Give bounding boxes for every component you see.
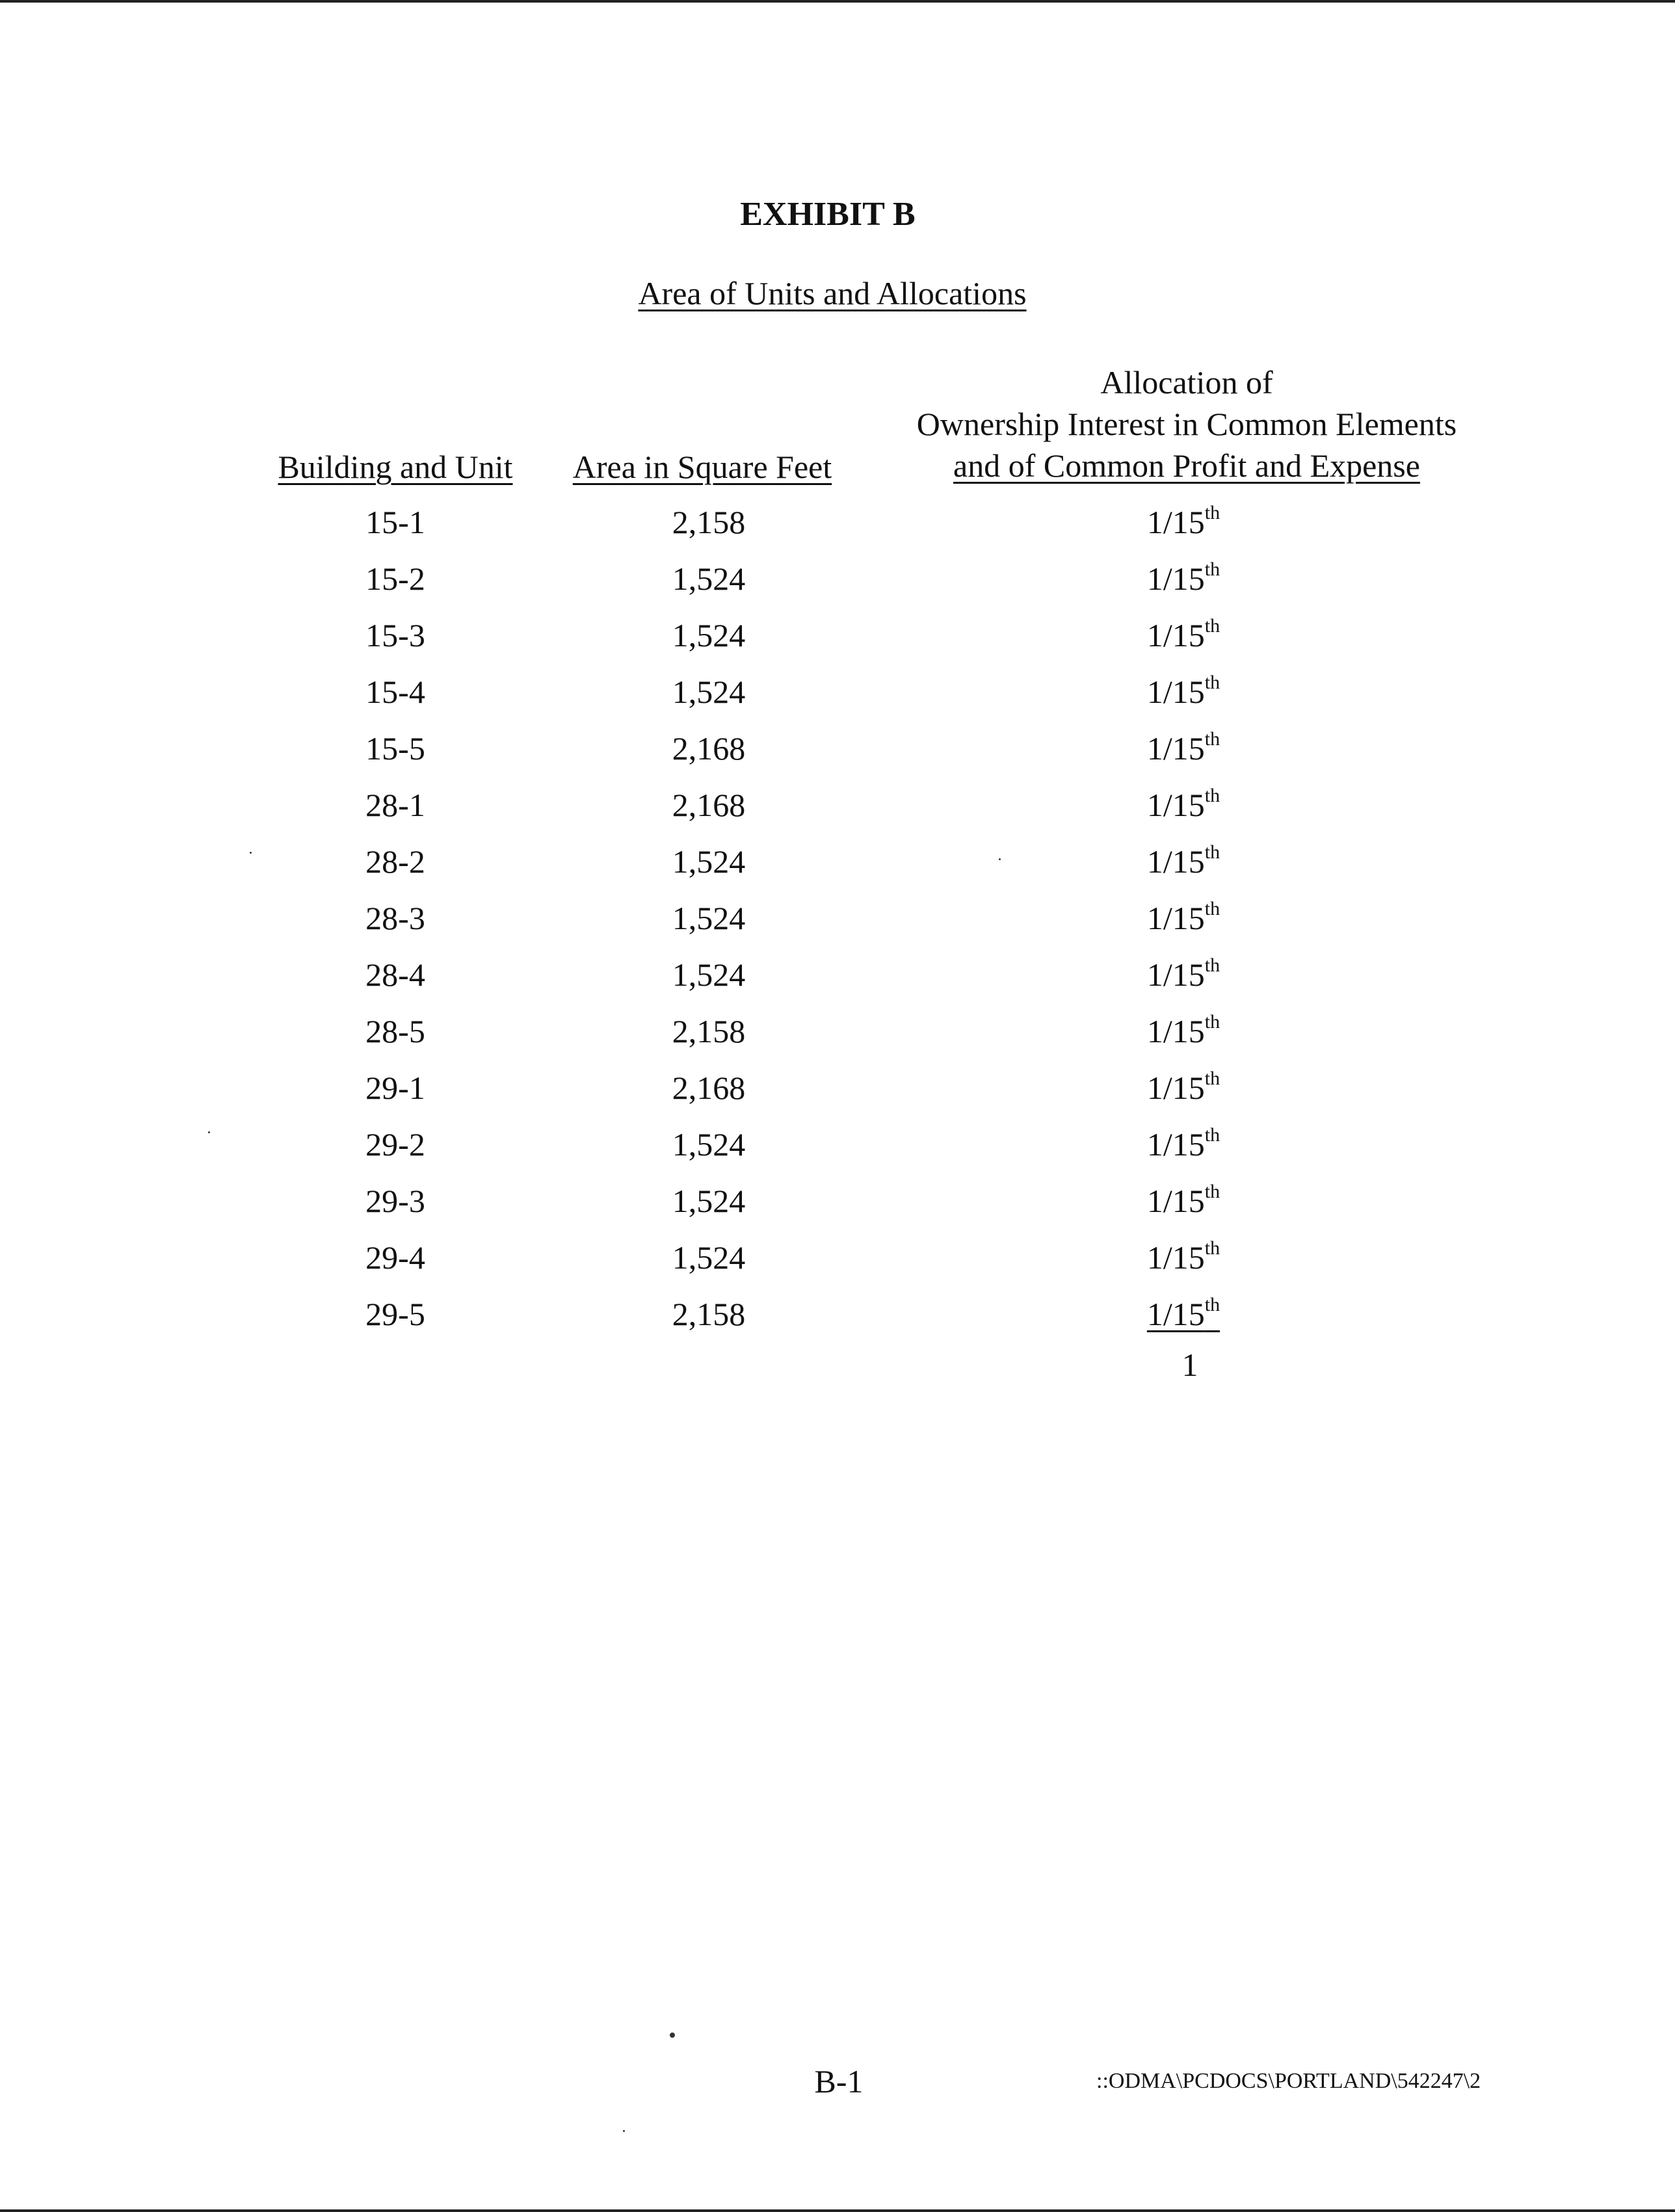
page-edge-bottom: [0, 2209, 1675, 2212]
allocation-ordinal-suffix: th: [1204, 615, 1220, 637]
header-allocation-line-3: and of Common Profit and Expense: [953, 447, 1420, 484]
allocation-ordinal-suffix: th: [1204, 1011, 1220, 1033]
allocation-cell: [1118, 1123, 1248, 1166]
allocation-fraction: 1/15: [1146, 504, 1205, 540]
table-row: [0, 1123, 1675, 1179]
table-row: [0, 1293, 1675, 1349]
allocation-cell: [1118, 840, 1248, 883]
allocation-fraction: 1/15: [1146, 956, 1205, 993]
allocation-fraction: 1/15: [1146, 1013, 1205, 1049]
allocation-value-wrap: [1147, 560, 1220, 597]
allocation-value-wrap: [1147, 900, 1220, 936]
header-building-and-unit: Building and Unit: [278, 449, 513, 485]
building-unit-cell: 29-1: [365, 1070, 425, 1106]
area-cell: 2,158: [672, 1296, 746, 1332]
allocation-fraction: 1/15: [1146, 674, 1205, 710]
area-cell: 2,158: [672, 1013, 746, 1049]
allocation-cell: [1118, 557, 1248, 600]
table-row: [0, 1010, 1675, 1066]
allocation-ordinal-suffix: th: [1204, 728, 1220, 750]
allocation-fraction: 1/15: [1146, 1183, 1205, 1219]
table-row: [0, 670, 1675, 727]
allocation-ordinal-suffix: th: [1204, 559, 1220, 580]
building-unit-cell: 15-1: [365, 504, 425, 540]
allocation-ordinal-suffix: th: [1204, 898, 1220, 919]
header-allocation-line-2: Ownership Interest in Common Elements: [916, 406, 1457, 442]
area-cell: 1,524: [672, 560, 746, 597]
building-unit-cell: 15-4: [365, 674, 425, 710]
table-row: [0, 840, 1675, 897]
building-unit-cell: 15-5: [365, 730, 425, 767]
header-allocation-line-1: Allocation of: [1100, 364, 1273, 401]
header-allocation: [878, 362, 1496, 486]
area-cell: 1,524: [672, 617, 746, 653]
allocation-value-wrap: [1147, 787, 1220, 823]
allocation-total: 1: [1181, 1347, 1198, 1383]
area-cell: 2,168: [672, 1070, 746, 1106]
scan-speck: [670, 2033, 675, 2038]
allocation-value-wrap: [1147, 730, 1220, 767]
allocation-cell: [1118, 614, 1248, 657]
allocation-ordinal-suffix: th: [1204, 502, 1220, 523]
building-unit-cell: 28-1: [365, 787, 425, 823]
area-cell: 1,524: [672, 1183, 746, 1219]
area-cell: 1,524: [672, 1126, 746, 1163]
allocation-ordinal-suffix: th: [1204, 1181, 1220, 1202]
building-unit-cell: 15-2: [365, 560, 425, 597]
allocation-cell: [1118, 1293, 1248, 1336]
area-cell: 1,524: [672, 1239, 746, 1276]
table-row: [0, 783, 1675, 840]
allocation-cell: [1118, 727, 1248, 770]
allocation-fraction: 1/15: [1146, 843, 1205, 880]
allocation-fraction: 1/15: [1146, 900, 1205, 936]
allocation-value-wrap: [1147, 956, 1220, 993]
allocation-value-wrap: [1147, 1013, 1220, 1049]
allocation-ordinal-suffix: th: [1204, 1294, 1220, 1315]
footer-page-number: B-1: [814, 2063, 864, 2100]
allocation-fraction: 1/15: [1146, 1239, 1205, 1276]
allocation-ordinal-suffix: th: [1204, 785, 1220, 806]
allocation-ordinal-suffix: th: [1204, 672, 1220, 693]
allocation-value-wrap: [1147, 1239, 1220, 1276]
area-cell: 1,524: [672, 843, 746, 880]
allocation-cell: [1118, 1179, 1248, 1222]
table-row: [0, 614, 1675, 670]
table-row: [0, 1236, 1675, 1293]
allocation-ordinal-suffix: th: [1204, 841, 1220, 863]
table-row: [0, 501, 1675, 557]
allocation-fraction: 1/15: [1146, 1126, 1205, 1163]
allocation-ordinal-suffix: th: [1204, 1124, 1220, 1146]
allocation-cell: [1118, 1236, 1248, 1279]
allocation-value-wrap: [1147, 1126, 1220, 1163]
allocation-cell: [1118, 953, 1248, 996]
allocation-fraction: 1/15: [1146, 617, 1205, 653]
building-unit-cell: 29-5: [365, 1296, 425, 1332]
allocation-fraction: 1/15: [1146, 730, 1205, 767]
area-cell: 2,168: [672, 730, 746, 767]
allocation-value-wrap: [1147, 674, 1220, 710]
allocation-cell: [1118, 501, 1248, 544]
allocation-value-wrap: [1147, 1070, 1220, 1106]
area-cell: 1,524: [672, 956, 746, 993]
exhibit-title: EXHIBIT B: [740, 196, 916, 233]
allocation-fraction: 1/15: [1146, 787, 1205, 823]
area-cell: 2,158: [672, 504, 746, 540]
header-area-square-feet: Area in Square Feet: [572, 449, 832, 485]
allocation-fraction: 1/15: [1146, 1296, 1205, 1332]
allocation-value-wrap: [1147, 843, 1220, 880]
scan-speck: [999, 858, 1001, 860]
building-unit-cell: 28-2: [365, 843, 425, 880]
table-row: [0, 1066, 1675, 1123]
allocation-fraction: 1/15: [1146, 560, 1205, 597]
table-row: [0, 1179, 1675, 1236]
building-unit-cell: 29-4: [365, 1239, 425, 1276]
building-unit-cell: 28-3: [365, 900, 425, 936]
building-unit-cell: 29-3: [365, 1183, 425, 1219]
table-row: [0, 953, 1675, 1010]
area-cell: 2,168: [672, 787, 746, 823]
allocation-ordinal-suffix: th: [1204, 1068, 1220, 1089]
building-unit-cell: 29-2: [365, 1126, 425, 1163]
scan-speck: [623, 2130, 625, 2132]
allocation-cell: [1118, 783, 1248, 826]
allocation-ordinal-suffix: th: [1204, 955, 1220, 976]
allocation-cell: [1118, 897, 1248, 940]
allocation-table-body: [0, 501, 1675, 1349]
table-row: [0, 557, 1675, 614]
allocation-value-wrap: [1147, 504, 1220, 540]
allocation-value-wrap: [1147, 1296, 1220, 1332]
allocation-cell: [1118, 670, 1248, 713]
allocation-value-wrap: [1147, 1183, 1220, 1219]
building-unit-cell: 15-3: [365, 617, 425, 653]
building-unit-cell: 28-5: [365, 1013, 425, 1049]
page-edge-top: [0, 0, 1675, 3]
document-subtitle: Area of Units and Allocations: [638, 275, 1027, 311]
footer-document-path: ::ODMA\PCDOCS\PORTLAND\542247\2: [1096, 2069, 1481, 2093]
allocation-cell: [1118, 1066, 1248, 1109]
allocation-cell: [1118, 1010, 1248, 1053]
allocation-value-wrap: [1147, 617, 1220, 653]
allocation-ordinal-suffix: th: [1204, 1237, 1220, 1259]
scan-speck: [208, 1131, 210, 1133]
table-row: [0, 727, 1675, 783]
building-unit-cell: 28-4: [365, 956, 425, 993]
area-cell: 1,524: [672, 900, 746, 936]
table-row: [0, 897, 1675, 953]
allocation-fraction: 1/15: [1146, 1070, 1205, 1106]
scan-speck: [250, 852, 252, 854]
area-cell: 1,524: [672, 674, 746, 710]
